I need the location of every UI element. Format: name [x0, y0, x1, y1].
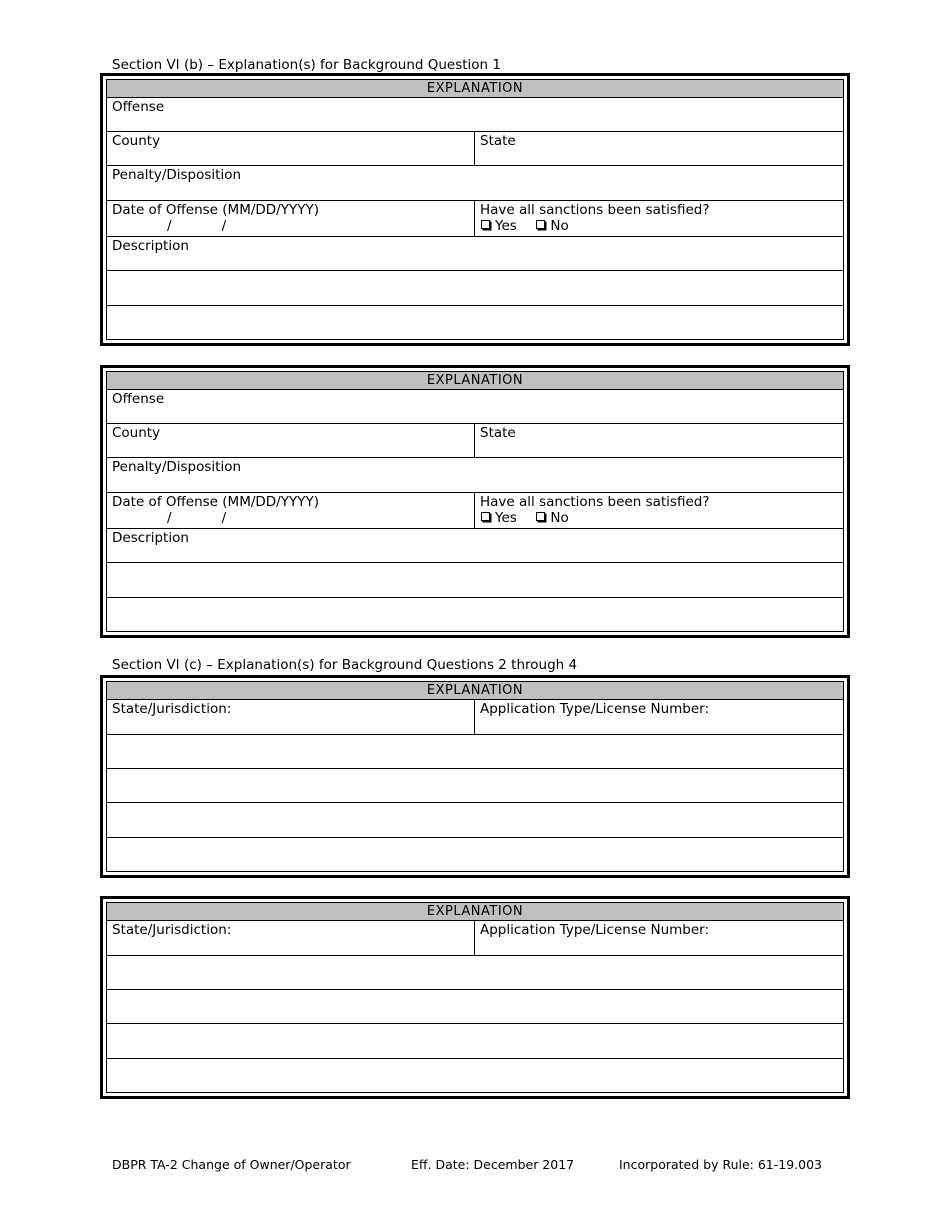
county-label: County	[112, 133, 161, 149]
date-separator: /	[221, 510, 227, 526]
description-field[interactable]	[107, 237, 843, 271]
section-c-title: Section VI (c) – Explanation(s) for Background Questions 2 through 4	[112, 657, 578, 673]
explanation-header: EXPLANATION	[107, 903, 843, 921]
offense-field[interactable]	[107, 98, 843, 132]
jurisdiction-field[interactable]	[107, 921, 475, 955]
footer-rule: Incorporated by Rule: 61-19.003	[619, 1157, 823, 1172]
yes-label: Yes	[495, 218, 517, 234]
offense-explanation-box-2	[100, 365, 850, 638]
date-of-offense-field[interactable]	[107, 201, 475, 236]
penalty-field[interactable]	[107, 458, 843, 493]
description-line[interactable]	[107, 271, 843, 306]
date-of-offense-field[interactable]	[107, 493, 475, 528]
explanation-line[interactable]	[107, 1059, 843, 1092]
sanctions-label: Have all sanctions been satisfied?	[480, 202, 710, 218]
county-field[interactable]	[107, 424, 475, 457]
state-field[interactable]	[475, 424, 843, 457]
date-separator: /	[167, 510, 172, 526]
license-number-field[interactable]	[475, 921, 843, 955]
state-label: State	[480, 133, 516, 149]
explanation-header: EXPLANATION	[107, 372, 843, 390]
description-line[interactable]	[107, 598, 843, 631]
yes-checkbox[interactable]	[481, 512, 490, 521]
yes-label: Yes	[495, 510, 517, 526]
jurisdiction-explanation-box-2	[100, 896, 850, 1099]
penalty-label: Penalty/Disposition	[112, 459, 242, 475]
offense-label: Offense	[112, 391, 165, 407]
county-field[interactable]	[107, 132, 475, 165]
explanation-line[interactable]	[107, 735, 843, 769]
explanation-header: EXPLANATION	[107, 682, 843, 700]
description-label: Description	[112, 238, 189, 254]
license-label: Application Type/License Number:	[480, 922, 710, 938]
jurisdiction-label: State/Jurisdiction:	[112, 701, 232, 717]
footer-eff-date: Eff. Date: December 2017	[411, 1157, 575, 1172]
offense-field[interactable]	[107, 390, 843, 424]
state-label: State	[480, 425, 516, 441]
date-label: Date of Offense (MM/DD/YYYY)	[112, 202, 319, 218]
no-checkbox[interactable]	[536, 512, 545, 521]
explanation-line[interactable]	[107, 838, 843, 871]
section-b-title: Section VI (b) – Explanation(s) for Background Question 1	[112, 57, 501, 73]
description-line[interactable]	[107, 306, 843, 339]
county-label: County	[112, 425, 161, 441]
footer-form-name: DBPR TA-2 Change of Owner/Operator	[112, 1157, 351, 1172]
description-label: Description	[112, 530, 189, 546]
license-number-field[interactable]	[475, 700, 843, 734]
penalty-label: Penalty/Disposition	[112, 167, 242, 183]
explanation-line[interactable]	[107, 990, 843, 1024]
explanation-line[interactable]	[107, 769, 843, 803]
offense-explanation-box-1	[100, 73, 850, 346]
no-label: No	[550, 218, 569, 234]
date-label: Date of Offense (MM/DD/YYYY)	[112, 494, 319, 510]
yes-checkbox[interactable]	[481, 220, 490, 229]
explanation-header: EXPLANATION	[107, 80, 843, 98]
state-field[interactable]	[475, 132, 843, 165]
no-checkbox[interactable]	[536, 220, 545, 229]
sanctions-label: Have all sanctions been satisfied?	[480, 494, 710, 510]
no-label: No	[550, 510, 569, 526]
offense-label: Offense	[112, 99, 165, 115]
explanation-line[interactable]	[107, 956, 843, 990]
date-separator: /	[221, 218, 227, 234]
description-field[interactable]	[107, 529, 843, 563]
license-label: Application Type/License Number:	[480, 701, 710, 717]
penalty-field[interactable]	[107, 166, 843, 201]
jurisdiction-label: State/Jurisdiction:	[112, 922, 232, 938]
date-separator: /	[167, 218, 172, 234]
explanation-line[interactable]	[107, 803, 843, 838]
explanation-line[interactable]	[107, 1024, 843, 1059]
description-line[interactable]	[107, 563, 843, 598]
jurisdiction-field[interactable]	[107, 700, 475, 734]
jurisdiction-explanation-box-1	[100, 675, 850, 878]
